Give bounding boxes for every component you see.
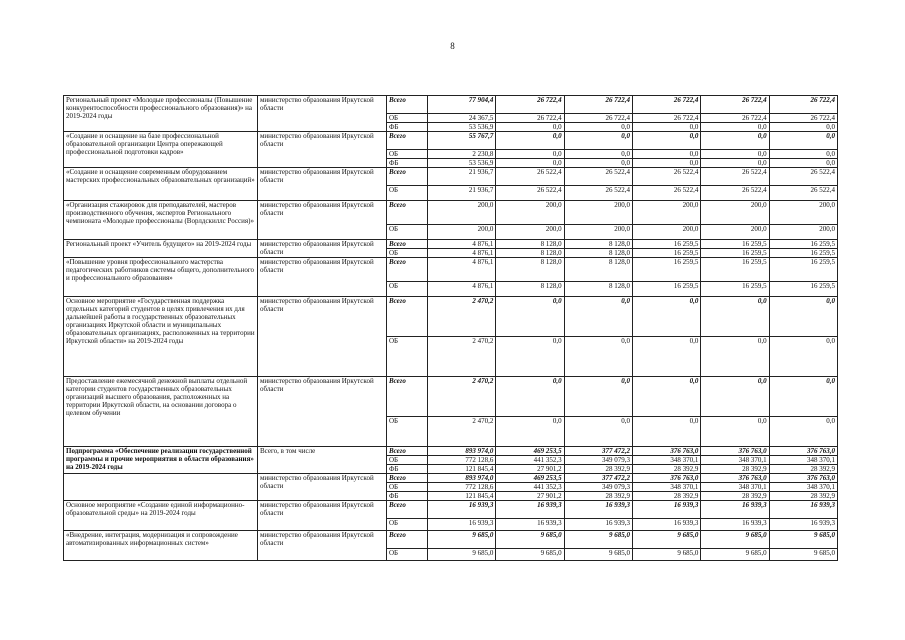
row-title: Подпрограмма «Обеспечение реализации государственной программы и прочие мероприятия в области образования» на 2019-2024 годы: [64, 447, 258, 474]
amount-cell: 28 392,9: [701, 465, 769, 474]
funding-source: ОБ: [387, 519, 428, 531]
amount-cell: 469 253,5: [496, 447, 564, 456]
funding-source: Всего: [387, 531, 428, 549]
responsible-executor: министерство образования Иркутской области: [258, 132, 387, 168]
amount-cell: 0,0: [769, 159, 837, 168]
amount-cell: 16 259,5: [769, 240, 837, 249]
amount-cell: 9 685,0: [769, 531, 837, 549]
amount-cell: 9 685,0: [564, 531, 632, 549]
amount-cell: 0,0: [769, 417, 837, 447]
amount-cell: 0,0: [496, 123, 564, 132]
responsible-executor: министерство образования Иркутской области: [258, 474, 387, 501]
amount-cell: 441 352,3: [496, 483, 564, 492]
amount-cell: 9 685,0: [701, 549, 769, 561]
page-number: 8: [450, 41, 455, 51]
amount-cell: 0,0: [769, 337, 837, 377]
funding-source: Всего: [387, 474, 428, 483]
row-title: Региональный проект «Учитель будущего» на 2019-2024 годы: [64, 240, 258, 258]
amount-cell: 0,0: [564, 132, 632, 150]
amount-cell: 8 128,0: [564, 282, 632, 297]
table-row: [64, 258, 838, 282]
funding-source: ОБ: [387, 549, 428, 561]
amount-cell: 16 259,5: [632, 249, 700, 258]
responsible-executor: министерство образования Иркутской области: [258, 297, 387, 377]
table-row: [64, 474, 838, 483]
amount-cell: 16 259,5: [701, 240, 769, 249]
responsible-executor: министерство образования Иркутской области: [258, 168, 387, 201]
amount-cell: 16 939,3: [632, 501, 700, 519]
amount-cell: 26 722,4: [564, 96, 632, 114]
amount-cell: 121 845,4: [428, 492, 496, 501]
amount-cell: 772 128,6: [428, 456, 496, 465]
table-row: [64, 240, 838, 249]
funding-source: ФБ: [387, 123, 428, 132]
funding-source: ОБ: [387, 150, 428, 159]
amount-cell: 348 370,1: [701, 456, 769, 465]
amount-cell: 26 722,4: [769, 114, 837, 123]
amount-cell: 893 974,0: [428, 447, 496, 456]
amount-cell: 0,0: [496, 417, 564, 447]
amount-cell: 0,0: [701, 377, 769, 417]
amount-cell: 200,0: [428, 225, 496, 240]
amount-cell: 0,0: [769, 297, 837, 337]
amount-cell: 0,0: [632, 150, 700, 159]
table-row: [64, 501, 838, 519]
amount-cell: 348 370,1: [701, 483, 769, 492]
amount-cell: 16 939,3: [701, 501, 769, 519]
amount-cell: 0,0: [632, 297, 700, 337]
amount-cell: 26 522,4: [701, 186, 769, 201]
amount-cell: 28 392,9: [564, 492, 632, 501]
row-title: «Повышение уровня профессионального мастерства педагогических работников системы общего, дополнительного и профессионального образования»: [64, 258, 258, 297]
amount-cell: 8 128,0: [496, 258, 564, 282]
responsible-executor: министерство образования Иркутской области: [258, 240, 387, 258]
funding-source: Всего: [387, 297, 428, 337]
amount-cell: 16 259,5: [632, 258, 700, 282]
amount-cell: 0,0: [632, 123, 700, 132]
amount-cell: 469 253,5: [496, 474, 564, 483]
amount-cell: 200,0: [769, 225, 837, 240]
amount-cell: 9 685,0: [632, 549, 700, 561]
amount-cell: 26 722,4: [769, 96, 837, 114]
row-title: Основное мероприятие «Государственная поддержка отдельных категорий студентов в целях привлечения их для дальнейшей работы в государственных образовательных организациях Иркутской области и муниципальных образовательных организациях, расположенных на территории Иркутской области» на 2019-2024 годы: [64, 297, 258, 377]
funding-source: Всего: [387, 447, 428, 456]
amount-cell: 348 370,1: [632, 483, 700, 492]
amount-cell: 376 763,0: [701, 447, 769, 456]
funding-source: ОБ: [387, 337, 428, 377]
amount-cell: 55 767,7: [428, 132, 496, 150]
amount-cell: 28 392,9: [632, 492, 700, 501]
amount-cell: 0,0: [701, 132, 769, 150]
amount-cell: 9 685,0: [632, 531, 700, 549]
responsible-executor: министерство образования Иркутской области: [258, 96, 387, 132]
amount-cell: 893 974,0: [428, 474, 496, 483]
amount-cell: 2 470,2: [428, 377, 496, 417]
amount-cell: 0,0: [564, 377, 632, 417]
budget-table: [63, 95, 838, 561]
amount-cell: 200,0: [632, 201, 700, 225]
amount-cell: 8 128,0: [496, 240, 564, 249]
row-title: Основное мероприятие «Создание единой информационно-образовательной среды» на 2019-2024 годы: [64, 501, 258, 531]
amount-cell: 4 876,1: [428, 258, 496, 282]
amount-cell: 16 939,3: [564, 501, 632, 519]
amount-cell: 16 939,3: [428, 501, 496, 519]
amount-cell: 200,0: [564, 201, 632, 225]
funding-source: Всего: [387, 258, 428, 282]
amount-cell: 28 392,9: [701, 492, 769, 501]
amount-cell: 0,0: [496, 297, 564, 337]
amount-cell: 0,0: [769, 150, 837, 159]
amount-cell: 0,0: [496, 337, 564, 377]
amount-cell: 16 259,5: [769, 249, 837, 258]
amount-cell: 0,0: [496, 159, 564, 168]
amount-cell: 200,0: [496, 201, 564, 225]
amount-cell: 16 939,3: [564, 519, 632, 531]
amount-cell: 9 685,0: [701, 531, 769, 549]
amount-cell: 26 522,4: [632, 186, 700, 201]
amount-cell: 441 352,3: [496, 456, 564, 465]
amount-cell: 28 392,9: [769, 492, 837, 501]
amount-cell: 26 522,4: [564, 186, 632, 201]
amount-cell: 0,0: [632, 159, 700, 168]
amount-cell: 16 939,3: [496, 501, 564, 519]
amount-cell: 0,0: [496, 150, 564, 159]
amount-cell: 9 685,0: [769, 549, 837, 561]
amount-cell: 53 536,9: [428, 123, 496, 132]
amount-cell: 0,0: [564, 150, 632, 159]
amount-cell: 16 939,3: [769, 519, 837, 531]
amount-cell: 16 939,3: [632, 519, 700, 531]
funding-source: ФБ: [387, 492, 428, 501]
amount-cell: 26 522,4: [632, 168, 700, 186]
amount-cell: 348 370,1: [769, 483, 837, 492]
amount-cell: 0,0: [769, 123, 837, 132]
amount-cell: 16 939,3: [428, 519, 496, 531]
responsible-executor: министерство образования Иркутской области: [258, 258, 387, 297]
table-row: [64, 201, 838, 225]
amount-cell: 0,0: [564, 159, 632, 168]
amount-cell: 26 522,4: [769, 186, 837, 201]
funding-source: ОБ: [387, 186, 428, 201]
amount-cell: 376 763,0: [769, 447, 837, 456]
amount-cell: 200,0: [496, 225, 564, 240]
amount-cell: 349 079,3: [564, 456, 632, 465]
amount-cell: 2 230,8: [428, 150, 496, 159]
amount-cell: 0,0: [701, 159, 769, 168]
amount-cell: 376 763,0: [632, 447, 700, 456]
row-title: Региональный проект «Молодые профессионалы (Повышение конкурентоспособности профессионального образования)» на 2019-2024 годы: [64, 96, 258, 132]
amount-cell: 376 763,0: [632, 474, 700, 483]
amount-cell: 9 685,0: [496, 531, 564, 549]
funding-source: Всего: [387, 132, 428, 150]
amount-cell: 26 722,4: [496, 96, 564, 114]
table-row: [64, 377, 838, 417]
amount-cell: 200,0: [701, 225, 769, 240]
amount-cell: 26 522,4: [564, 168, 632, 186]
amount-cell: 772 128,6: [428, 483, 496, 492]
amount-cell: 0,0: [564, 337, 632, 377]
responsible-executor: министерство образования Иркутской области: [258, 501, 387, 531]
amount-cell: 28 392,9: [769, 465, 837, 474]
amount-cell: 53 536,9: [428, 159, 496, 168]
amount-cell: 0,0: [564, 297, 632, 337]
responsible-executor: министерство образования Иркутской области: [258, 201, 387, 240]
amount-cell: 16 259,5: [701, 249, 769, 258]
funding-source: ОБ: [387, 282, 428, 297]
amount-cell: 26 722,4: [701, 96, 769, 114]
amount-cell: 16 259,5: [769, 258, 837, 282]
funding-source: Всего: [387, 168, 428, 186]
amount-cell: 0,0: [701, 417, 769, 447]
amount-cell: 26 722,4: [632, 114, 700, 123]
funding-source: Всего: [387, 377, 428, 417]
amount-cell: 8 128,0: [564, 249, 632, 258]
amount-cell: 200,0: [701, 201, 769, 225]
amount-cell: 27 901,2: [496, 492, 564, 501]
amount-cell: 377 472,2: [564, 447, 632, 456]
row-title: [64, 474, 258, 501]
table-row: [64, 132, 838, 150]
amount-cell: 0,0: [701, 337, 769, 377]
funding-source: Всего: [387, 240, 428, 249]
amount-cell: 16 259,5: [769, 282, 837, 297]
amount-cell: 200,0: [564, 225, 632, 240]
table-row: [64, 531, 838, 549]
amount-cell: 8 128,0: [496, 282, 564, 297]
funding-source: ОБ: [387, 456, 428, 465]
amount-cell: 9 685,0: [496, 549, 564, 561]
amount-cell: 28 392,9: [632, 465, 700, 474]
amount-cell: 200,0: [632, 225, 700, 240]
amount-cell: 121 845,4: [428, 465, 496, 474]
amount-cell: 0,0: [564, 417, 632, 447]
amount-cell: 16 259,5: [701, 258, 769, 282]
amount-cell: 0,0: [769, 132, 837, 150]
amount-cell: 377 472,2: [564, 474, 632, 483]
amount-cell: 16 259,5: [632, 240, 700, 249]
amount-cell: 26 522,4: [769, 168, 837, 186]
funding-source: Всего: [387, 501, 428, 519]
amount-cell: 27 901,2: [496, 465, 564, 474]
amount-cell: 26 722,4: [632, 96, 700, 114]
amount-cell: 21 936,7: [428, 168, 496, 186]
amount-cell: 21 936,7: [428, 186, 496, 201]
amount-cell: 0,0: [496, 377, 564, 417]
amount-cell: 4 876,1: [428, 249, 496, 258]
row-title: Предоставление ежемесячной денежной выплаты отдельной категории студентов государственных образовательных организаций высшего образования, расположенных на территории Иркутской области, на основании договора о целевом обучении: [64, 377, 258, 447]
amount-cell: 348 370,1: [769, 456, 837, 465]
amount-cell: 26 722,4: [496, 114, 564, 123]
amount-cell: 16 939,3: [701, 519, 769, 531]
amount-cell: 9 685,0: [564, 549, 632, 561]
amount-cell: 0,0: [632, 377, 700, 417]
responsible-executor: министерство образования Иркутской области: [258, 377, 387, 447]
table-row: [64, 96, 838, 114]
amount-cell: 8 128,0: [496, 249, 564, 258]
amount-cell: 26 722,4: [701, 114, 769, 123]
funding-source: ОБ: [387, 225, 428, 240]
funding-source: ОБ: [387, 483, 428, 492]
amount-cell: 200,0: [769, 201, 837, 225]
amount-cell: 4 876,1: [428, 240, 496, 249]
amount-cell: 8 128,0: [564, 258, 632, 282]
amount-cell: 2 470,2: [428, 417, 496, 447]
responsible-executor: министерство образования Иркутской области: [258, 531, 387, 561]
amount-cell: 0,0: [701, 123, 769, 132]
amount-cell: 0,0: [632, 132, 700, 150]
amount-cell: 349 079,3: [564, 483, 632, 492]
amount-cell: 348 370,1: [632, 456, 700, 465]
funding-source: ОБ: [387, 249, 428, 258]
amount-cell: 0,0: [701, 150, 769, 159]
amount-cell: 0,0: [564, 123, 632, 132]
amount-cell: 24 367,5: [428, 114, 496, 123]
amount-cell: 9 685,0: [428, 531, 496, 549]
amount-cell: 0,0: [769, 377, 837, 417]
amount-cell: 16 259,5: [632, 282, 700, 297]
table-row: [64, 447, 838, 456]
amount-cell: 16 939,3: [496, 519, 564, 531]
amount-cell: 376 763,0: [769, 474, 837, 483]
responsible-executor: Всего, в том числе: [258, 447, 387, 474]
row-title: «Создание и оснащение на базе профессиональной образовательной организации Центра опережающей профессиональной подготовки кадров»: [64, 132, 258, 168]
amount-cell: 2 470,2: [428, 337, 496, 377]
row-title: «Создание и оснащение современным оборудованием мастерских профессиональных образовательных организаций»: [64, 168, 258, 201]
amount-cell: 0,0: [496, 132, 564, 150]
amount-cell: 16 259,5: [701, 282, 769, 297]
amount-cell: 200,0: [428, 201, 496, 225]
row-title: «Организация стажировок для преподавателей, мастеров производственного обучения, экспертов Регионального чемпионата «Молодые профессионалы (Ворлдскиллс Россия)»: [64, 201, 258, 240]
amount-cell: 26 722,4: [564, 114, 632, 123]
table-row: [64, 297, 838, 337]
amount-cell: 9 685,0: [428, 549, 496, 561]
funding-source: ФБ: [387, 465, 428, 474]
row-title: «Внедрение, интеграция, модернизация и сопровождение автоматизированных информационных систем»: [64, 531, 258, 561]
amount-cell: 0,0: [701, 297, 769, 337]
amount-cell: 0,0: [632, 417, 700, 447]
amount-cell: 2 470,2: [428, 297, 496, 337]
amount-cell: 4 876,1: [428, 282, 496, 297]
amount-cell: 26 522,4: [496, 186, 564, 201]
table-row: [64, 168, 838, 186]
amount-cell: 26 522,4: [496, 168, 564, 186]
funding-source: Всего: [387, 201, 428, 225]
amount-cell: 77 904,4: [428, 96, 496, 114]
amount-cell: 16 939,3: [769, 501, 837, 519]
funding-source: ФБ: [387, 159, 428, 168]
funding-source: ОБ: [387, 417, 428, 447]
funding-source: Всего: [387, 96, 428, 114]
funding-source: ОБ: [387, 114, 428, 123]
amount-cell: 26 522,4: [701, 168, 769, 186]
amount-cell: 0,0: [632, 337, 700, 377]
amount-cell: 376 763,0: [701, 474, 769, 483]
amount-cell: 28 392,9: [564, 465, 632, 474]
amount-cell: 8 128,0: [564, 240, 632, 249]
